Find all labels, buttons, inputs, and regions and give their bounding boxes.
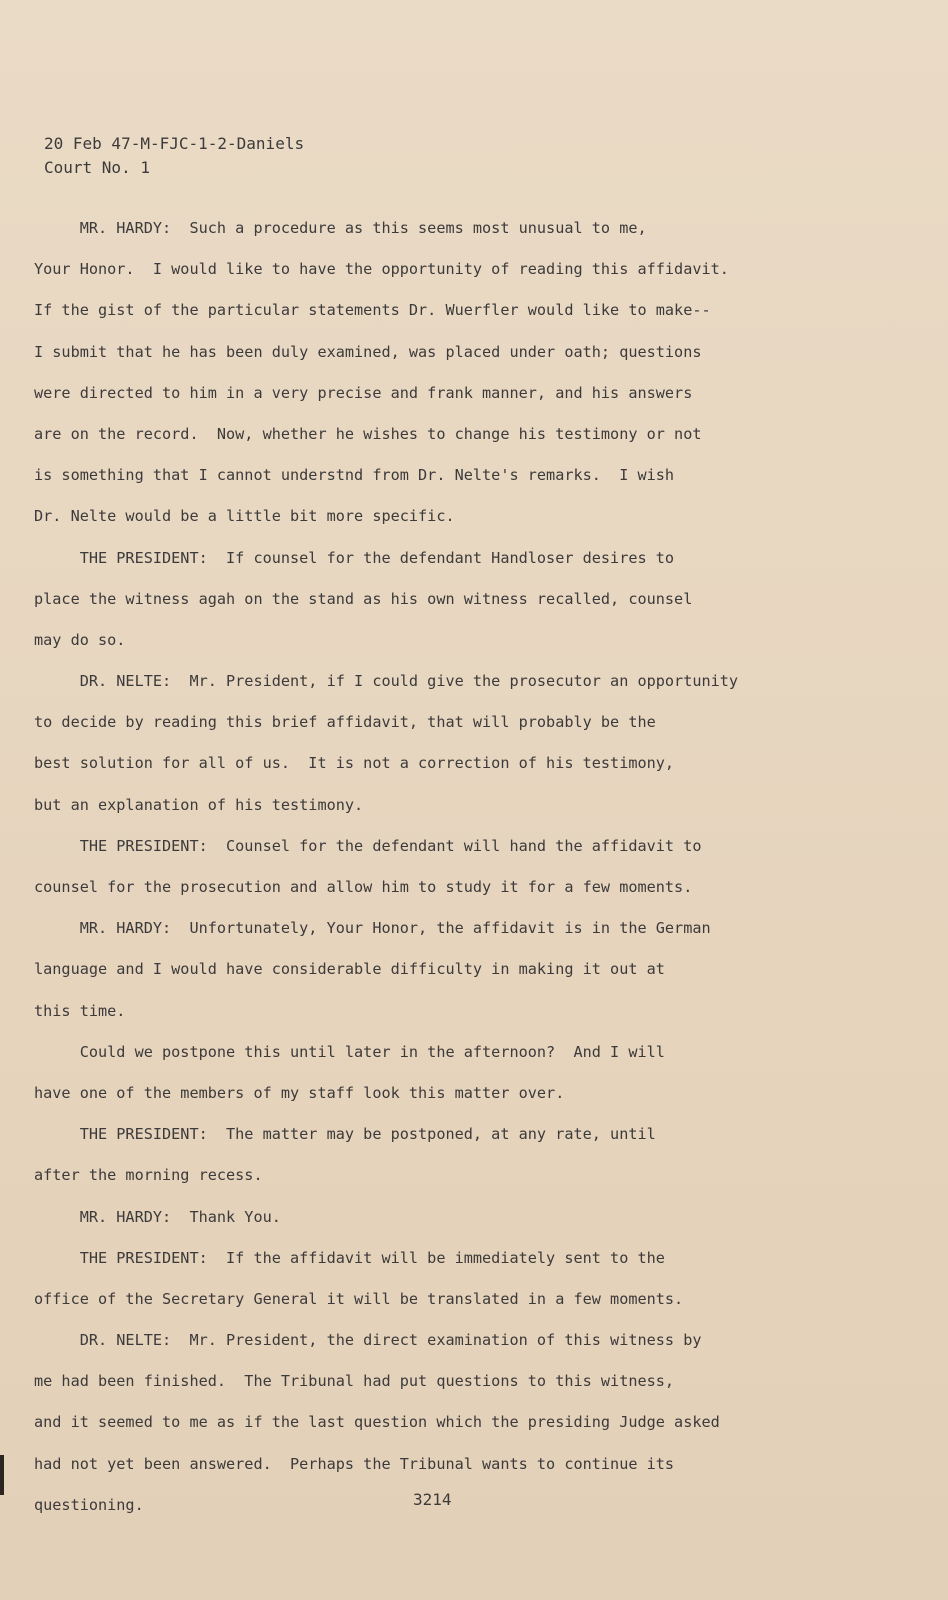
transcript-line: Could we postpone this until later in the afternoon? And I will [34, 1042, 665, 1061]
transcript-line: MR. HARDY: Thank You. [34, 1207, 281, 1226]
transcript-line: me had been finished. The Tribunal had put questions to this witness, [34, 1372, 675, 1391]
transcript-line: office of the Secretary General it will be translated in a few moments. [34, 1289, 684, 1308]
transcript-line: MR. HARDY: Such a procedure as this seems most unusual to me, [34, 219, 647, 237]
transcript-line: place the witness agah on the stand as his own witness recalled, counsel [34, 589, 693, 608]
transcript-line: Dr. Nelte would be a little bit more specific. [34, 507, 455, 526]
transcript-line: and it seemed to me as if the last question which the presiding Judge asked [34, 1413, 720, 1432]
transcript-line: counsel for the prosecution and allow him to study it for a few moments. [34, 878, 693, 896]
transcript-line: language and I would have considerable difficulty in making it out at [34, 960, 665, 979]
transcript-line: to decide by reading this brief affidavit, that will probably be the [34, 713, 656, 732]
transcript-line: THE PRESIDENT: If the affidavit will be immediately sent to the [34, 1248, 665, 1267]
transcript-line: I submit that he has been duly examined, was placed under oath; questions [34, 342, 702, 361]
transcript-line: MR. HARDY: Unfortunately, Your Honor, the affidavit is in the German [34, 919, 711, 938]
margin-mark [0, 1455, 4, 1495]
transcript-line: THE PRESIDENT: If counsel for the defendant Handloser desires to [34, 548, 675, 567]
transcript-line: THE PRESIDENT: Counsel for the defendant will hand the affidavit to [34, 836, 702, 855]
transcript-line: DR. NELTE: Mr. President, the direct examination of this witness by [34, 1331, 702, 1350]
transcript-line: best solution for all of us. It is not a correction of his testimony, [34, 754, 675, 773]
transcript-body [34, 208, 874, 1526]
transcript-line: have one of the members of my staff look this matter over. [34, 1083, 565, 1102]
transcript-line: this time. [34, 1001, 126, 1020]
transcript-line: had not yet been answered. Perhaps the Tribunal wants to continue its [34, 1454, 675, 1473]
transcript-line: were directed to him in a very precise and frank manner, and his answers [34, 383, 693, 402]
transcript-line: questioning. [34, 1495, 144, 1514]
transcript-line: is something that I cannot understnd from Dr. Nelte's remarks. I wish [34, 466, 675, 485]
header-line-court: Court No. 1 [44, 158, 150, 177]
transcript-line: are on the record. Now, whether he wishes to change his testimony or not [34, 424, 702, 443]
transcript-line: If the gist of the particular statements Dr. Wuerfler would like to make-- [34, 301, 711, 320]
transcript-line: DR. NELTE: Mr. President, if I could give the prosecutor an opportunity [34, 672, 739, 691]
document-header [44, 132, 304, 180]
header-line-date-code: 20 Feb 47-M-FJC-1-2-Daniels [44, 134, 305, 153]
transcript-line: THE PRESIDENT: The matter may be postponed, at any rate, until [34, 1125, 656, 1144]
transcript-line: but an explanation of his testimony. [34, 795, 364, 814]
transcript-line: Your Honor. I would like to have the opportunity of reading this affidavit. [34, 260, 729, 279]
transcript-line: after the morning recess. [34, 1166, 263, 1185]
transcript-line: may do so. [34, 630, 126, 649]
page-number: 3214 [413, 1490, 452, 1509]
